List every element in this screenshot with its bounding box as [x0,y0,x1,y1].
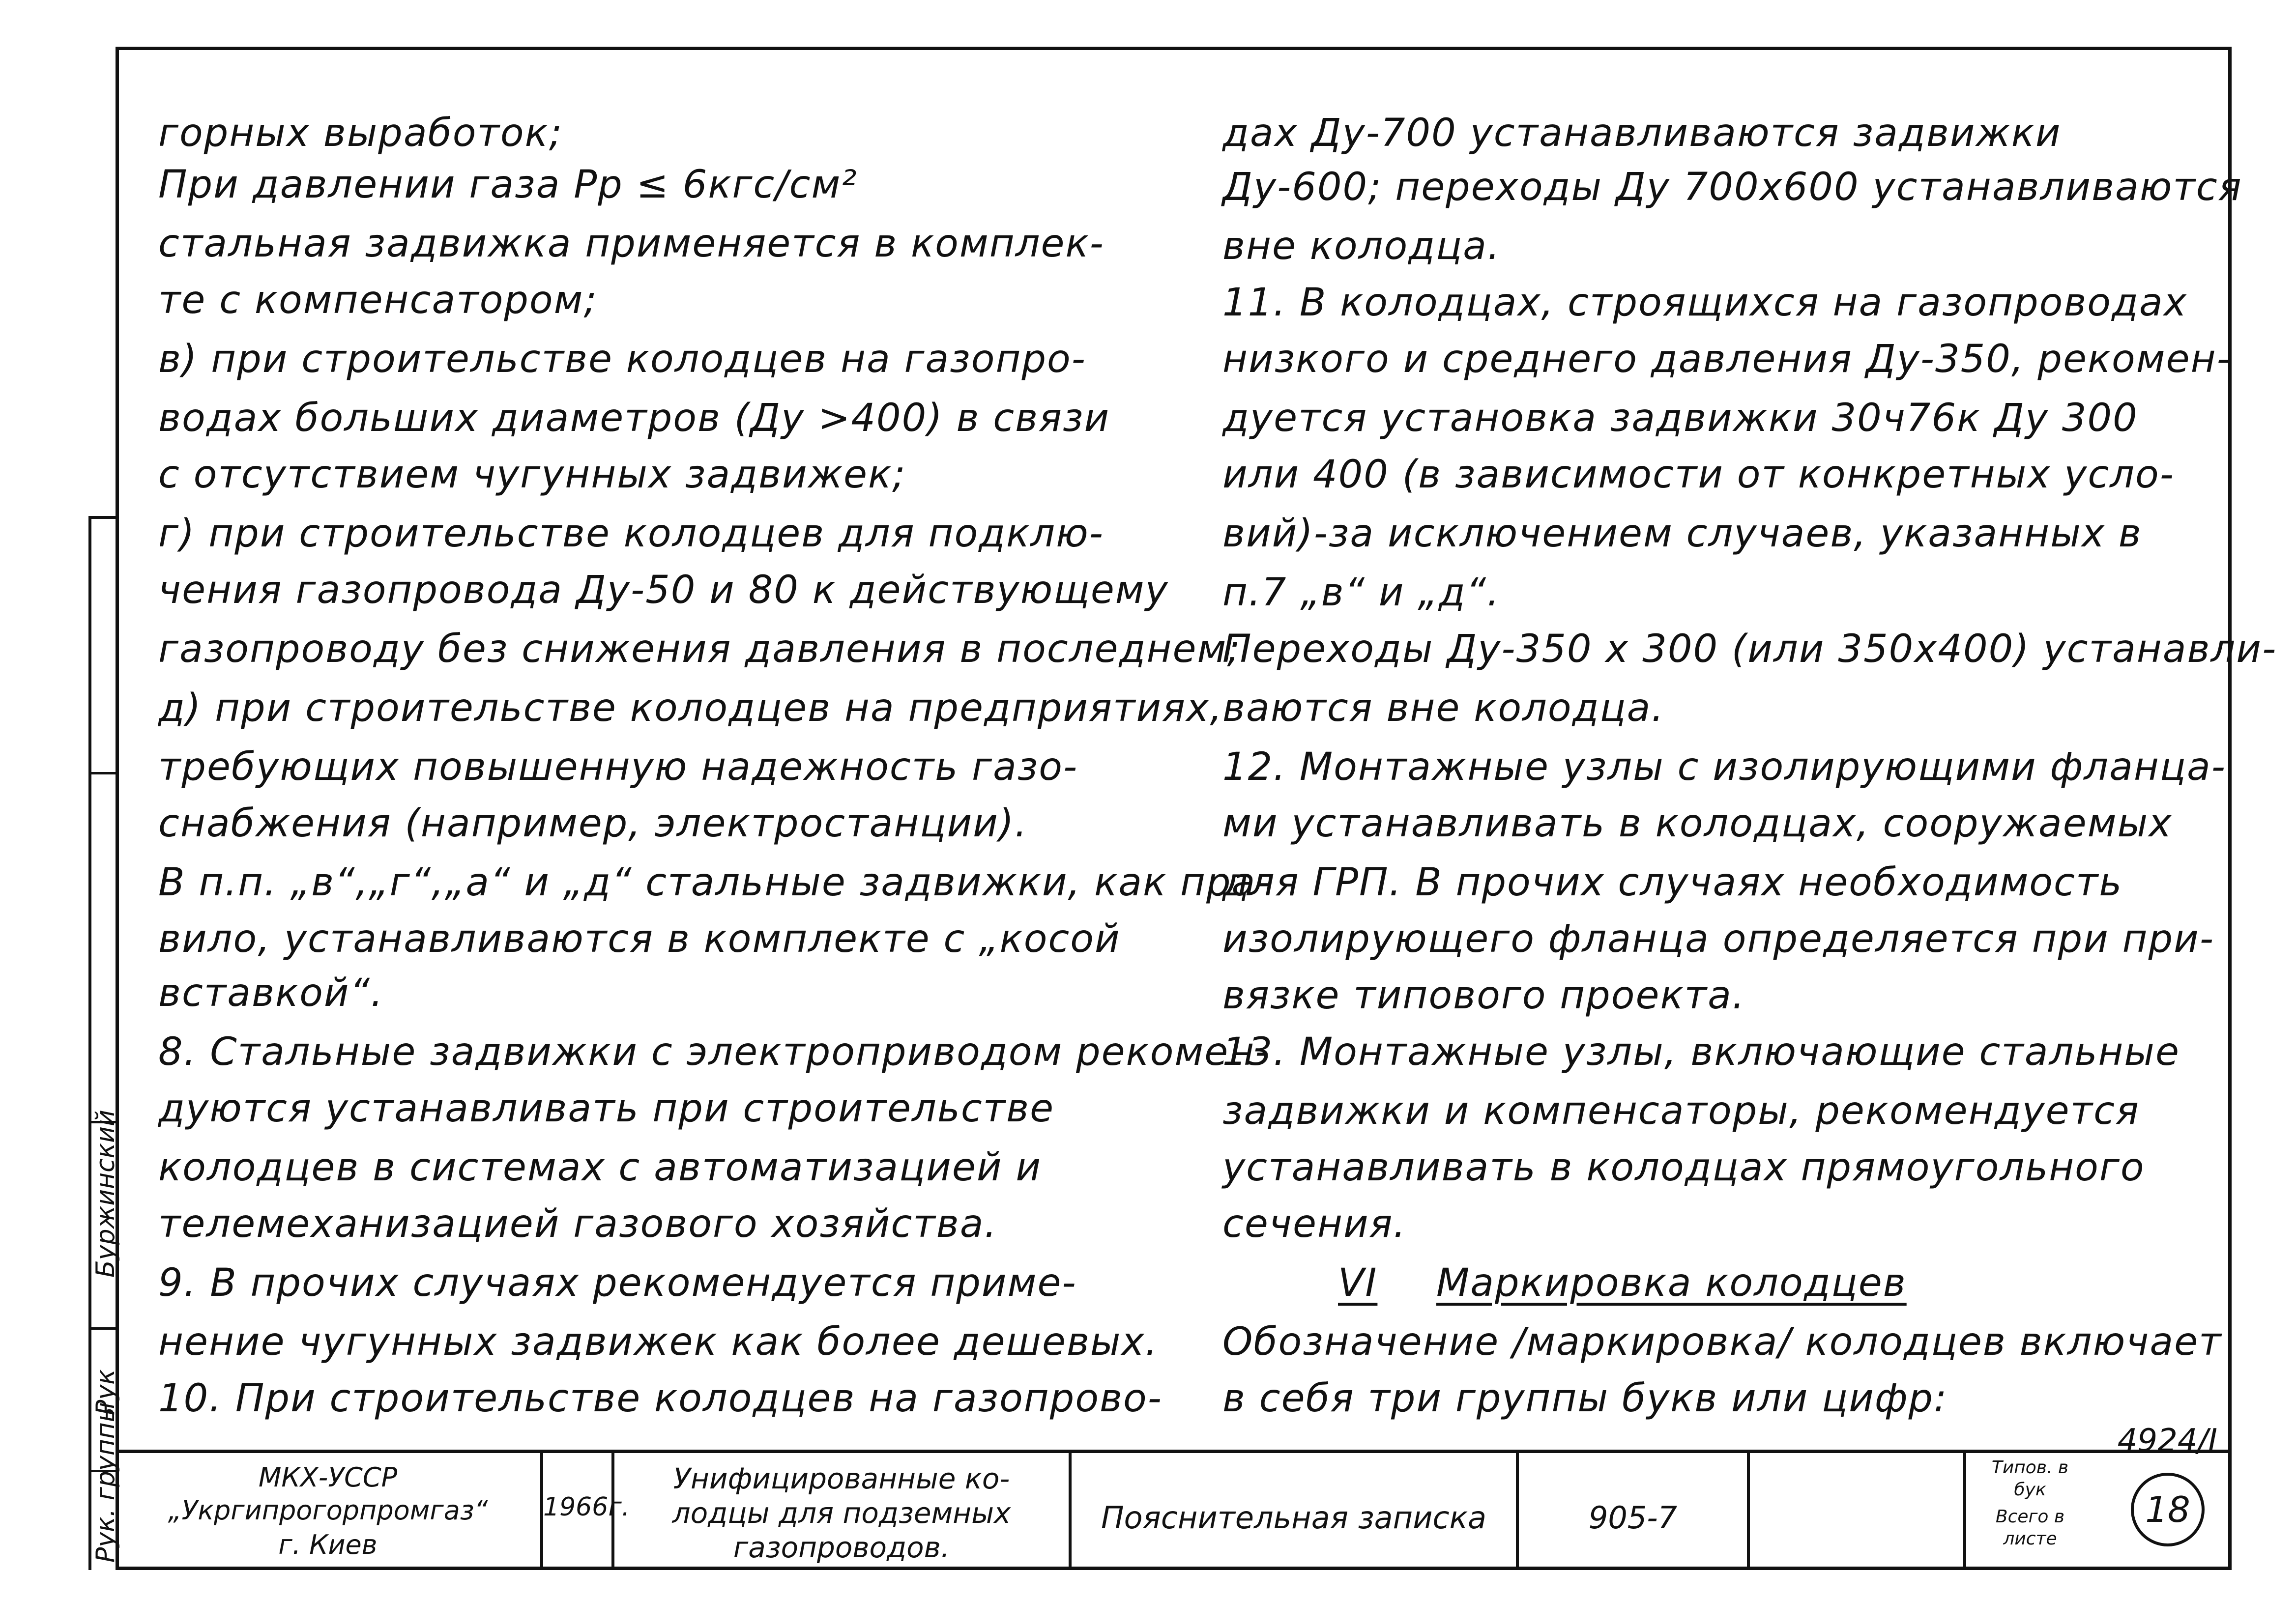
year: 1966г. [543,1492,630,1522]
organization-cell [116,1453,543,1570]
organization-line: „Укргипрогорпромгаз“ [168,1495,488,1526]
text-line: ми устанавливать в колодцах, сооружаемых [1222,801,2173,846]
document-type-cell [1072,1453,1519,1570]
sheet-number [2131,1473,2205,1546]
text-line: При давлении газа Pр ≤ 6кгс/см² [158,163,858,207]
archive-number: 4924/I [2117,1423,2217,1459]
text-line: 9. В прочих случаях рекомендуется приме- [158,1261,1077,1305]
text-line: в себя три группы букв или цифр: [1222,1376,1948,1421]
text-line: изолирующего фланца определяется при при- [1222,917,2215,961]
sheet-info-line: Типов. в [1991,1457,2069,1478]
text-line: 12. Монтажные узлы с изолирующими фланца- [1222,745,2226,789]
project-title-line: лодцы для подземных [672,1496,1011,1530]
side-strip-cell [91,519,118,774]
text-line: г) при строительстве колодцев для подклю- [158,512,1104,556]
text-line: вий)-за исключением случаев, указанных в [1222,512,2142,556]
text-line: сечения. [1222,1202,1407,1246]
text-line: 8. Стальные задвижки с электроприводом рекомен- [158,1030,1270,1074]
text-line: с отсутствием чугунных задвижек; [158,453,906,497]
text-line: горных выработок; [158,111,563,155]
project-title-line: Унифицированные ко- [673,1462,1010,1495]
text-line: В п.п. „в“,„г“,„а“ и „д“ стальные задвижки, как пра- [158,860,1271,905]
text-line: Ду-600; переходы Ду 700х600 устанавливаются [1222,165,2242,209]
text-line: газопроводу без снижения давления в последнем; [158,627,1241,671]
text-line: вставкой“. [158,971,384,1015]
side-label-name: Буржинский [91,1110,120,1278]
sheet-info-line: бук [2014,1480,2046,1500]
text-line: дах Ду-700 устанавливаются задвижки [1222,111,2062,155]
text-line: требующих повышенную надежность газо- [158,745,1078,789]
text-line: вязке типового проекта. [1222,973,1745,1018]
organization-city: г. Киев [278,1529,378,1560]
text-line: 13. Монтажные узлы, включающие стальные [1222,1030,2180,1074]
text-line: вне колодца. [1222,224,1501,268]
text-line: дуются устанавливать при строительстве [158,1086,1055,1131]
sheet-number-value: 18 [2145,1489,2190,1530]
text-line: 10. При строительстве колодцев на газопрово- [158,1376,1163,1421]
sheet-info-cell [1966,1453,2094,1570]
text-line: чения газопровода Ду-50 и 80 к действующему [158,568,1169,612]
code-cell [1519,1453,1750,1570]
text-line: Обозначение /маркировка/ колодцев включает [1222,1320,2222,1364]
side-label-head: Рук [91,1369,120,1415]
text-line: нение чугунных задвижек как более дешевых. [158,1320,1159,1364]
project-title-cell [614,1453,1072,1570]
title-block [116,1450,2232,1570]
text-line: п.7 „в“ и „д“. [1222,571,1500,615]
text-line: в) при строительстве колодцев на газопро- [158,337,1086,381]
sheet-info-line: листе [2003,1529,2057,1549]
text-line: телемеханизацией газового хозяйства. [158,1202,998,1246]
text-line: вило, устанавливаются в комплекте с „косой [158,917,1121,961]
text-line: те с компенсатором; [158,278,598,322]
text-line: или 400 (в зависимости от конкретных усло- [1222,453,2175,497]
text-line: дуется установка задвижки 30ч76к Ду 300 [1222,396,2138,440]
text-line: снабжения (например, электростанции). [158,801,1028,846]
project-code: 905-7 [1588,1500,1678,1536]
text-line: 11. В колодцах, строящихся на газопроводах [1222,281,2187,325]
side-label-group-head: Рук. группы [91,1402,120,1563]
section-number: VI [1338,1261,1378,1305]
document-type: Пояснительная записка [1101,1500,1487,1536]
sheet-info-line: Всего в [1995,1507,2065,1527]
text-line: колодцев в системах с автоматизацией и [158,1145,1042,1190]
year-cell [543,1453,630,1570]
text-line: водах больших диаметров (Ду >400) в связи [158,396,1110,440]
text-line: задвижки и компенсаторы, рекомендуется [1222,1089,2140,1133]
empty-cell [1750,1453,1966,1570]
text-line: стальная задвижка применяется в комплек- [158,222,1104,266]
organization-line: МКХ-УССР [258,1462,398,1493]
text-line: для ГРП. В прочих случаях необходимость [1222,860,2123,905]
text-line: Переходы Ду-350 х 300 (или 350х400) устанавли- [1222,627,2277,671]
text-line: ваются вне колодца. [1222,686,1665,730]
project-title-line: газопроводов. [733,1531,950,1564]
document-sheet [116,47,2277,1570]
side-strip-cell [91,774,118,1123]
text-line: устанавливать в колодцах прямоугольного [1222,1145,2145,1190]
text-line: д) при строительстве колодцев на предприятиях, [158,686,1223,730]
text-line: низкого и среднего давления Ду-350, рекомен- [1222,337,2232,381]
section-title: Маркировка колодцев [1436,1261,1907,1305]
